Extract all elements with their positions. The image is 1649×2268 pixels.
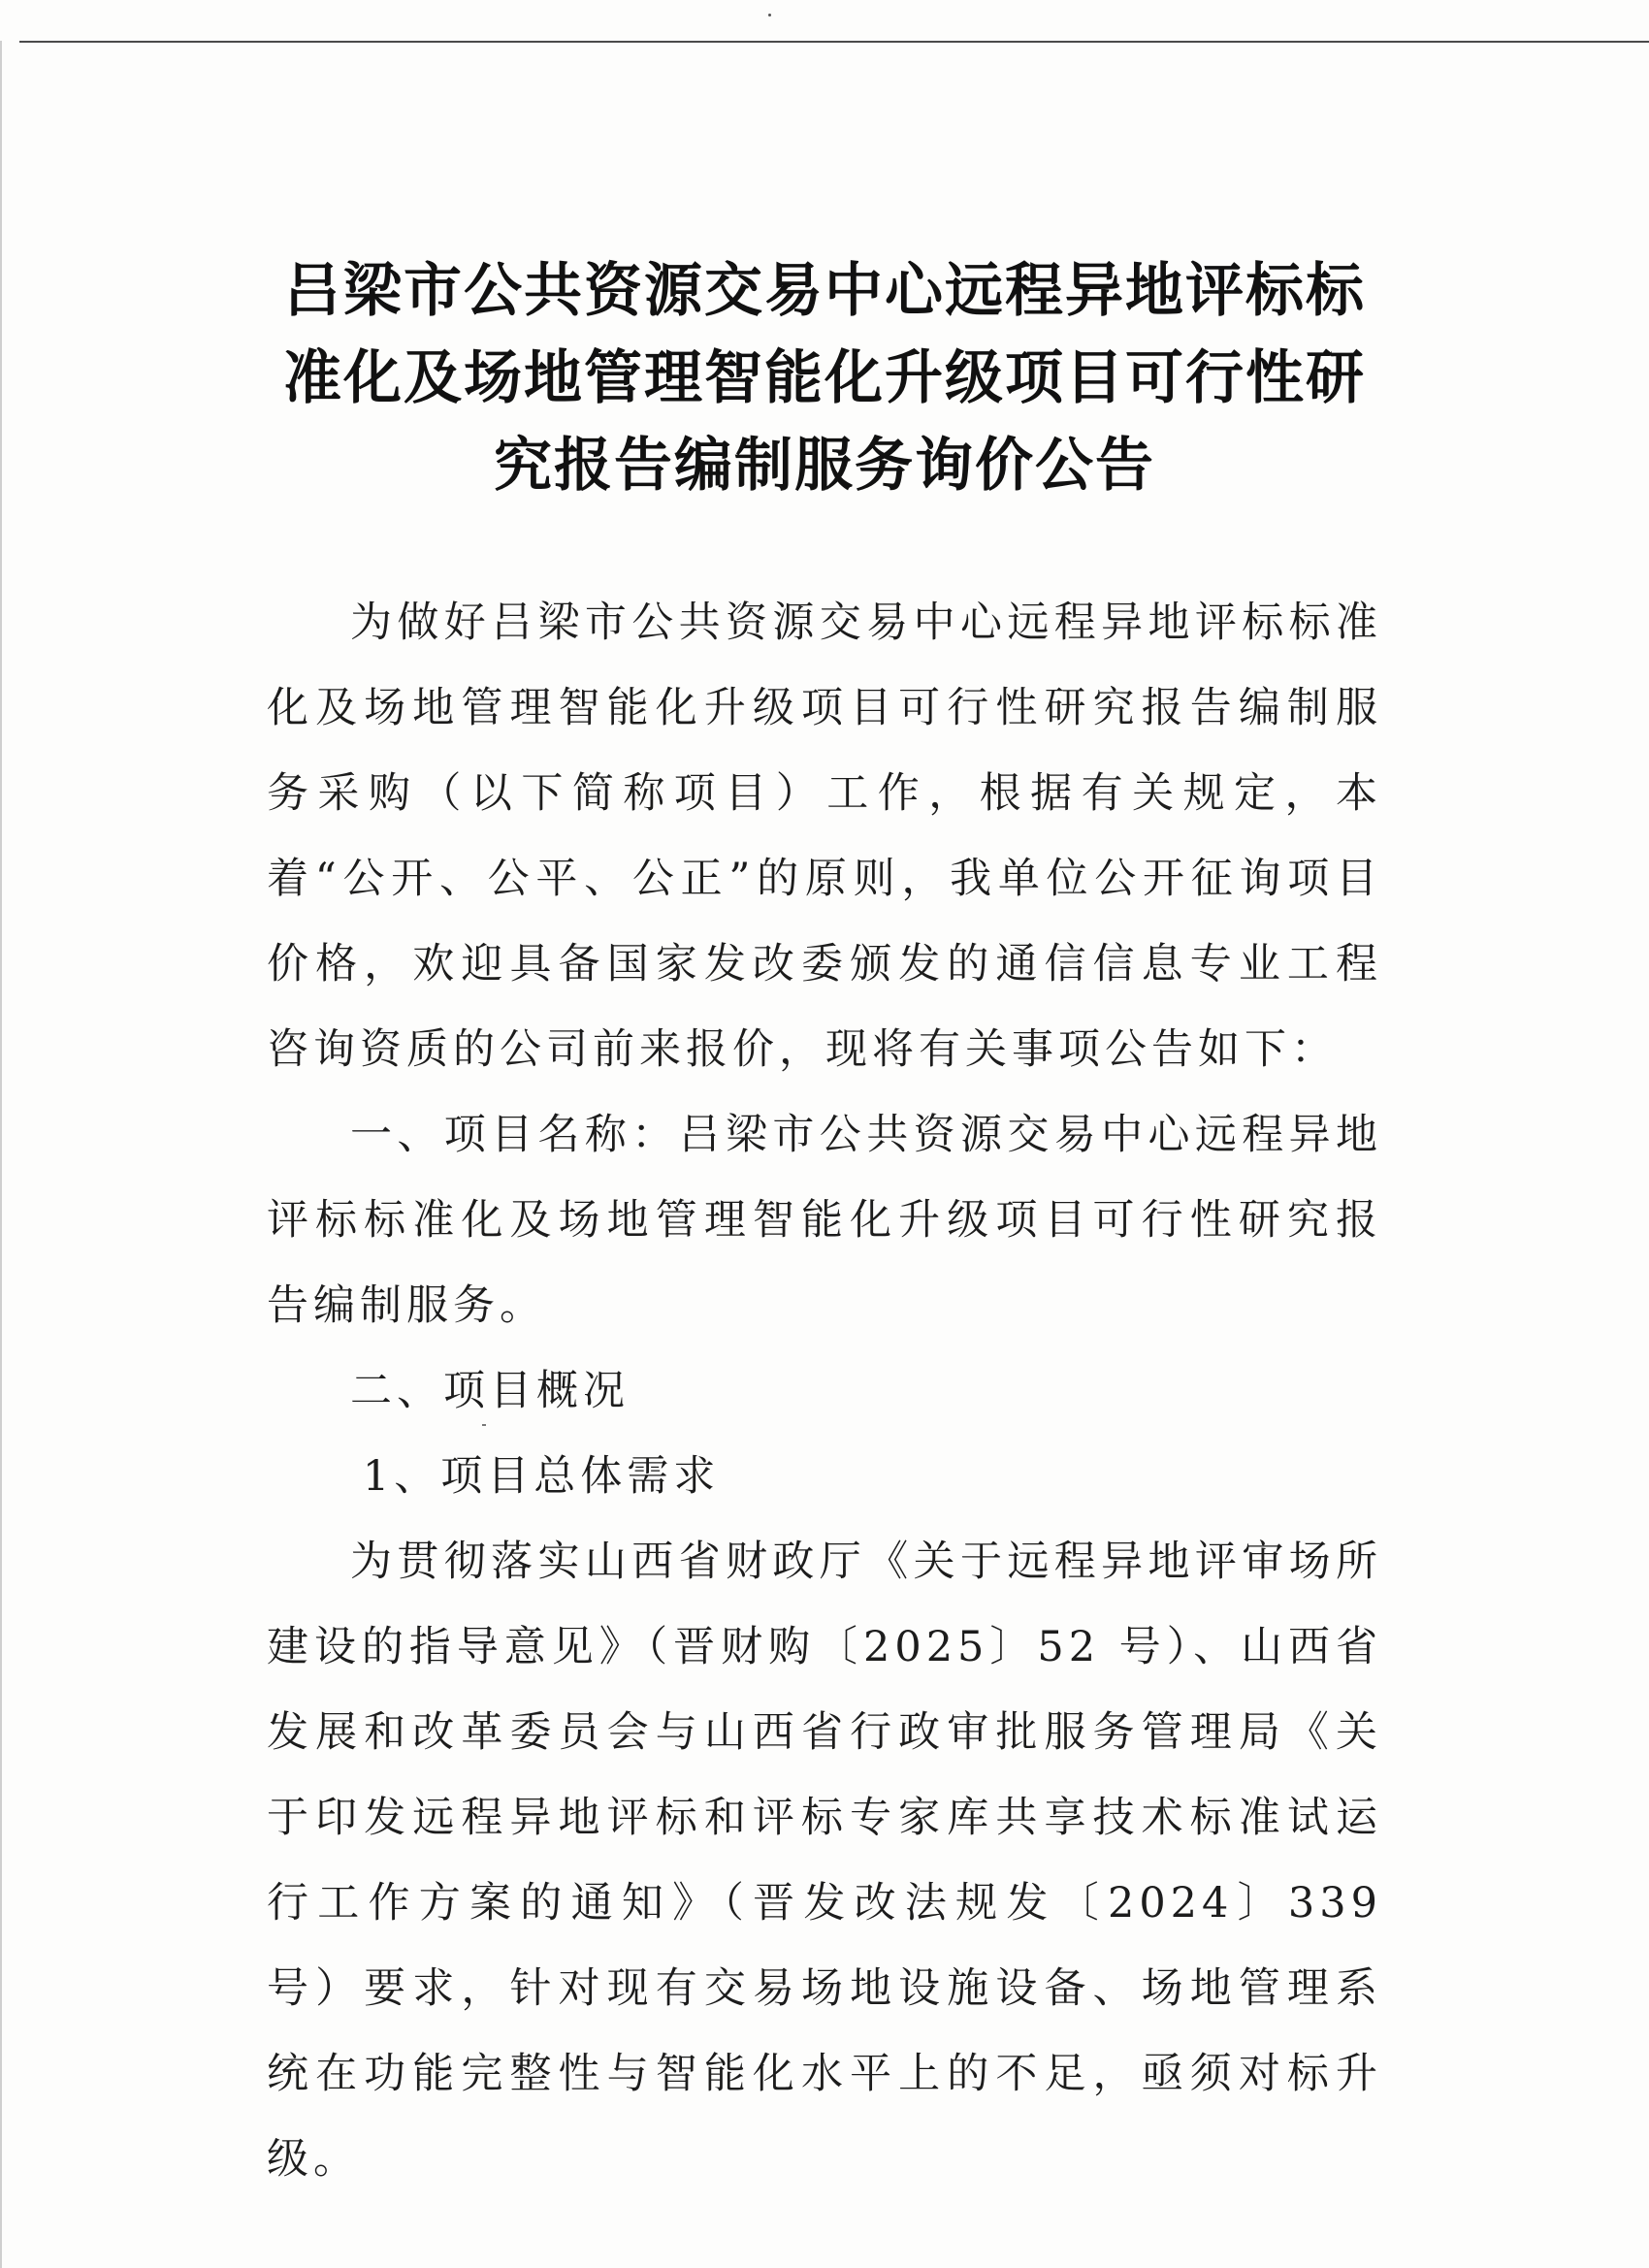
document-body — [267, 580, 1382, 2202]
intro-paragraph: 为做好吕梁市公共资源交易中心远程异地评标标准化及场地管理智能化升级项目可行性研究报告编制服务采购（以下简称项目）工作，根据有关规定，本着“公开、公平、公正”的原则，我单位公开征询项目价格，欢迎具备国家发改委颁发的通信信息专业工程咨询资质的公司前来报价，现将有关事项公告如下： — [267, 599, 1382, 1074]
scan-speck — [768, 14, 771, 16]
overall-demand-paragraph: 为贯彻落实山西省财政厅《关于远程异地评审场所建设的指导意见》（晋财购〔2025〕52 号）、山西省发展和改革委员会与山西省行政审批服务管理局《关于印发远程异地评标和评标专家库共享技术标准试运行工作方案的通知》（晋发改法规发〔2024〕339 号）要求，针对现有交易场地设施设备、场地管理系统在功能完整性与智能化水平上的不足，亟须对标升级。 — [267, 1538, 1382, 2184]
document-title: 吕梁市公共资源交易中心远程异地评标标准化及场地管理智能化升级项目可行性研究报告编制服务询价公告 — [283, 257, 1366, 500]
overall-demand-heading: 1、项目总体需求 — [362, 1452, 721, 1501]
top-border-line — [19, 41, 1649, 43]
overview-heading: 二、项目概况 — [350, 1367, 630, 1415]
left-border-line — [0, 41, 2, 2268]
scan-speck-mark — [482, 1424, 486, 1426]
project-name-paragraph: 一、项目名称：吕梁市公共资源交易中心远程异地评标标准化及场地管理智能化升级项目可行性研究报告编制服务。 — [267, 1111, 1382, 1330]
